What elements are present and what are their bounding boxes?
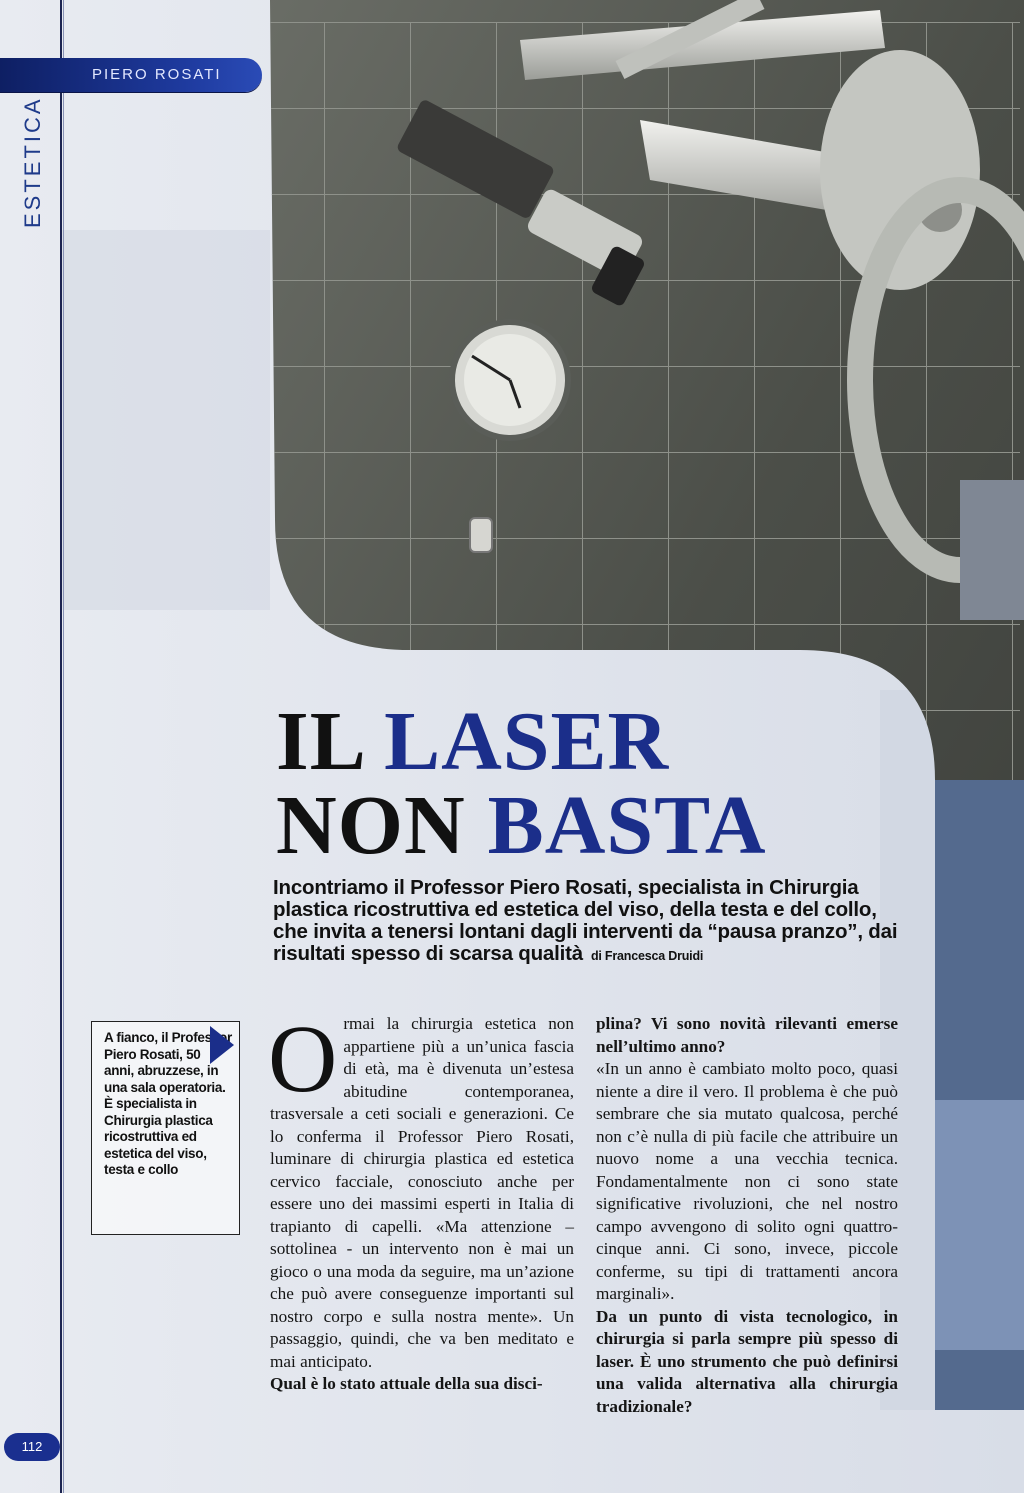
headline-word-basta: BASTA [487, 779, 767, 872]
page-number: 112 [4, 1433, 60, 1461]
headline-line-1 [276, 695, 796, 788]
article-column-2 [596, 1013, 898, 1418]
article-deck [273, 877, 913, 967]
caption-arrow-icon [210, 1026, 234, 1064]
article-column-1 [268, 1005, 574, 1396]
headline-word-laser: LASER [384, 695, 670, 788]
author-tab [0, 58, 262, 92]
paragraph: «In un anno è cambiato molto poco, quasi niente a dire il vero. Il problema è che può sembrare che sia mutato qualcosa, perché non c’è nulla di più facile che attribuire un nuovo nome a una vecchia tecnica. Fondamentalmente non ci sono state significative rivoluzioni, che nel nostro campo avvengono di solito ogni quattro-cinque anni. Ci sono, invece, piccole conferme, su tipi di trattamenti ancora marginali». [596, 1059, 898, 1303]
interview-question: Qual è lo stato attuale della sua disci- [270, 1374, 543, 1393]
drop-cap: O [268, 1005, 338, 1112]
interview-question: plina? Vi sono novità rilevanti emerse nell’ultimo anno? [596, 1014, 898, 1056]
section-label [16, 96, 50, 240]
headline-word-il: IL [276, 695, 363, 788]
headline [276, 695, 796, 872]
author-name: PIERO ROSATI [92, 66, 222, 83]
interview-question: Da un punto di vista tecnologico, in chirurgia si parla sempre più spesso di laser. È uno strumento che può definirsi una valida alternativa alla chirurgia tradizionale? [596, 1306, 898, 1416]
headline-line-2 [276, 779, 796, 872]
byline: di Francesca Druidi [590, 949, 704, 963]
vertical-rule [60, 0, 62, 1493]
photo-caption: A fianco, il Professor Piero Rosati, 50 anni, abruzzese, in una sala operatoria. È specialista in Chirurgia plastica ricostruttiva ed estetica del viso, testa e collo [104, 1030, 232, 1177]
section-name: ESTETICA [20, 96, 45, 228]
paragraph: rmai la chirurgia estetica non appartiene più a un’unica fascia di età, ma è divenuta un’estesa abitudine contemporanea, trasversale a ceti sociali e generazioni. Ce lo conferma il Professor Piero Rosati, luminare di chirurgia plastica ed estetica cervico facciale, conosciuto anche per essere uno dei massimi esperti in Italia di trapianto di capelli. «Ma attenzione – sottolinea - un intervento non è mai un gioco o una moda da seguire, ma un’azione che può avere conseguenze importanti sul nostro corpo e sulla nostra mente». Un passaggio, quindi, che va ben meditato e mai anticipato. [270, 1014, 574, 1371]
headline-word-non: NON [276, 779, 466, 872]
deck-text: Incontriamo il Professor Piero Rosati, specialista in Chirurgia plastica ricostruttiva ed estetica del viso, della testa e del collo, che invita a tenersi lontani dagli interventi da “pausa pranzo”, dai risultati spesso di scarsa qualità [273, 876, 898, 965]
vertical-rule-thin [63, 0, 64, 1493]
